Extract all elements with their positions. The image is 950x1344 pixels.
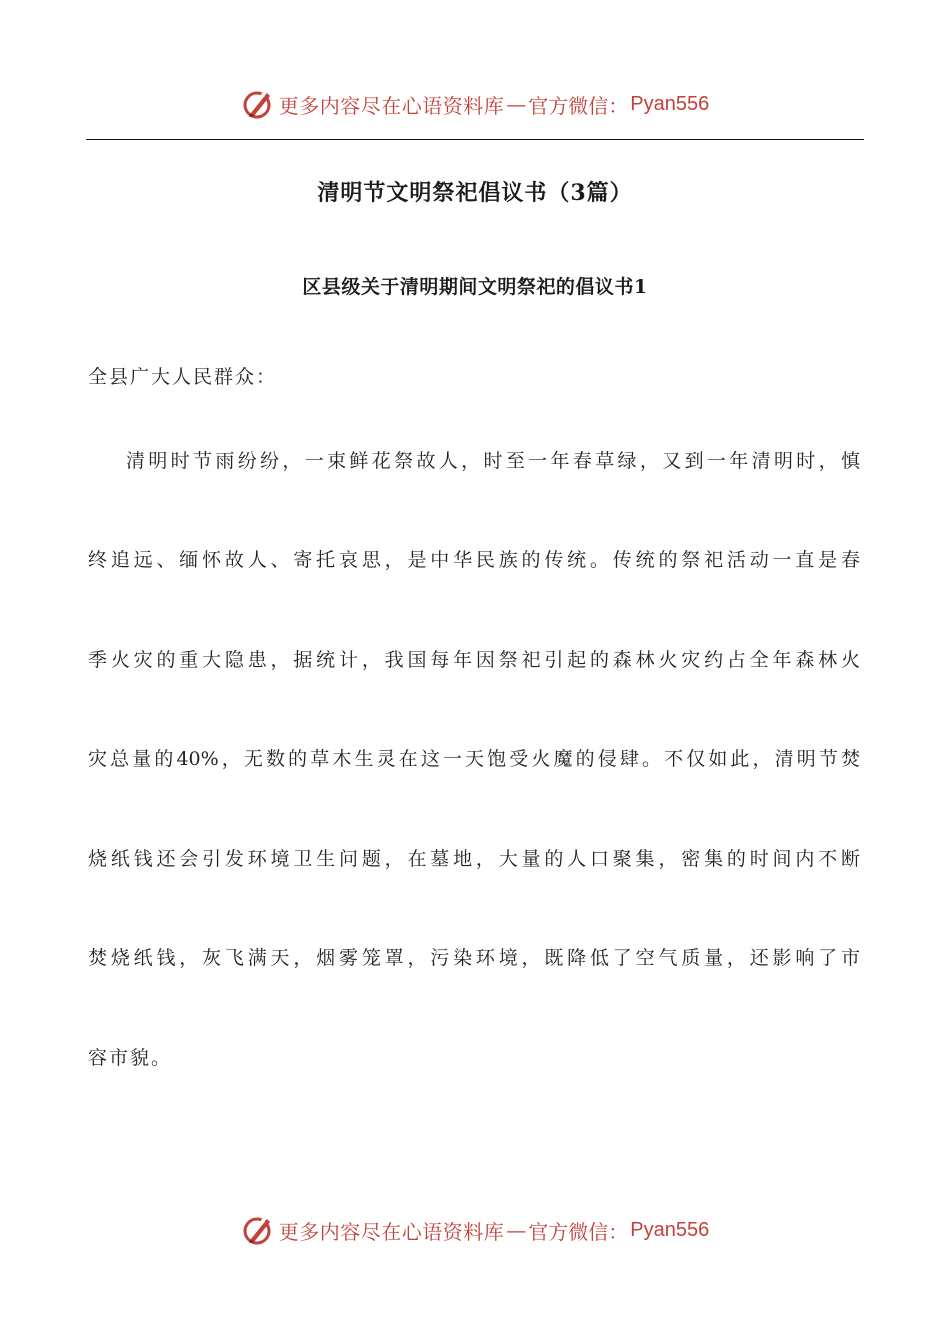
footer-banner <box>0 1210 950 1250</box>
header-banner-text: 更多内容尽在心语资料库 <box>278 93 505 118</box>
pen-logo-icon <box>241 1213 275 1247</box>
header-banner <box>0 84 950 124</box>
salutation: 全县广大人民群众： <box>88 366 278 388</box>
body-line: 容市貌。 <box>88 1047 173 1069</box>
footer-banner-wechat-id: Pyan556 <box>630 1218 710 1241</box>
footer-banner-text: 更多内容尽在心语资料库 <box>278 1219 505 1244</box>
header-rule <box>86 139 864 140</box>
footer-banner-separator: — <box>506 1218 527 1242</box>
body-line: 清明时节雨纷纷，一束鲜花祭故人，时至一年春草绿，又到一年清明时，慎 <box>126 450 860 472</box>
footer-banner-official: 官方微信： <box>528 1219 629 1244</box>
body-line: 季火灾的重大隐患，据统计，我国每年因祭祀引起的森林火灾约占全年森林火 <box>88 649 860 671</box>
header-banner-wechat-id: Pyan556 <box>630 92 710 115</box>
body-line: 终追远、缅怀故人、寄托哀思，是中华民族的传统。传统的祭祀活动一直是春 <box>88 549 860 571</box>
header-banner-separator: — <box>506 92 527 116</box>
document-title: 清明节文明祭祀倡议书（3篇） <box>317 180 633 206</box>
body-line: 焚烧纸钱，灰飞满天，烟雾笼罩，污染环境，既降低了空气质量，还影响了市 <box>88 947 860 969</box>
header-banner-official: 官方微信： <box>528 93 629 118</box>
section-title: 区县级关于清明期间文明祭祀的倡议书1 <box>302 276 648 298</box>
body-line: 灾总量的40%，无数的草木生灵在这一天饱受火魔的侵肆。不仅如此，清明节焚 <box>88 748 860 770</box>
pen-logo-icon <box>241 87 275 121</box>
body-line: 烧纸钱还会引发环境卫生问题，在墓地，大量的人口聚集，密集的时间内不断 <box>88 848 860 870</box>
